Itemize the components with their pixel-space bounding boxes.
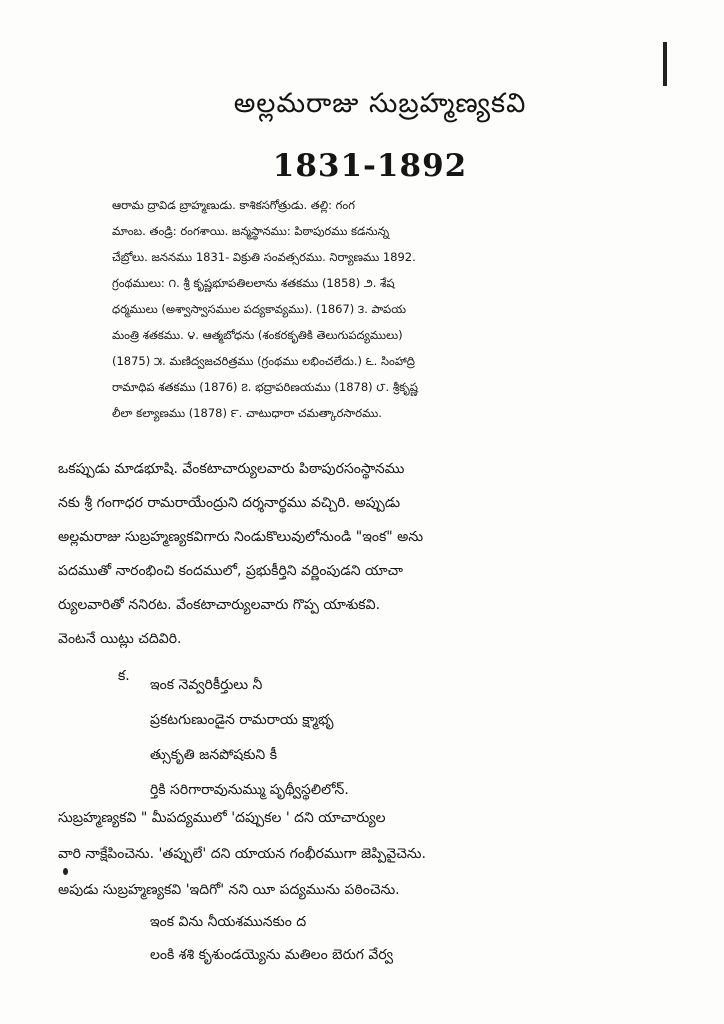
bio-line: మాంబ. తండ్రి: రంగశాయి. జన్మస్థానము: పిఠాపురము కడనున్న [112,224,390,238]
verse-meter-label: క. [118,668,130,684]
bio-line: గ్రంథములు: ౧. శ్రీ కృష్ణభూపతిలలాను శతకము (1858) ౨. శేష [112,276,395,290]
bio-line: ఆరామ ద్రావిడ బ్రాహ్మణుడు. కాశికసగోత్రుడు. తల్లి: గంగ [112,198,355,212]
bio-line: లీలా కల్యాణము (1878) ౯. చాటుధారా చమత్కారసారము. [112,406,382,420]
verse-line: లంకి శశి కృశుండయ్యెను మతిలం బెరుగ వేర్వ [150,947,394,963]
paragraph-anecdote [58,452,678,656]
paragraph-line: ఒకప్పుడు మాడభూషి. వేంకటాచార్యులవారు పిఠాపురసంస్థానము [58,461,405,477]
verse-line: ఇంక నెవ్వరికీర్తులు నీ [150,677,263,693]
paragraph-line: పదముతో నారంభించి కందములో, ప్రభుకీర్తిని వర్ణింపుడని యాచా [58,563,403,579]
paragraph-line: ర్యులవారితో ననిరట. వేంకటాచార్యులవారు గొప్ప యాశుకవి. [58,597,381,613]
bio-line: ధర్మములు (అశ్వాస్వాసముల పద్యకావ్యము). (1867) ౩. పాపయ [112,302,406,316]
verse-line: త్సుకృతి జనపోషకుని కీ [150,747,278,763]
verse-line: ఇంక విను నీయశమునకుం ద [150,914,307,930]
bio-line: చేబ్రోలు. జననము 1831- విక్రుతి సంవత్సరము. నిర్యాణము 1892. [112,250,416,264]
verse-line: ప్రకటగుణుండైన రామరాయ క్ష్మాభృ [150,712,334,728]
bio-line: మంత్రి శతకము. ౪. ఆత్మబోధను (శంకరకృతికి తెలుగుపద్యములు) [112,328,403,342]
paragraph-line: నకు శ్రీ గంగాధర రామరాయేంద్రుని దర్శనార్థము వచ్చిరి. అప్పుడు [58,495,401,511]
bio-block [112,192,602,426]
bio-line: (1875) ౫. మణిద్వజచరిత్రము (గ్రంథము లభించలేదు.) ౬. సింహాద్రి [112,354,415,368]
verse-kandam [150,668,600,808]
paragraph-line: వెంటనే యిట్లు చదివిరి. [58,631,182,647]
paragraph-line: వారి నాక్షేపించెను. 'తప్పులే' దని యాయన గంభీరముగా జెప్పివైచెను. [58,846,426,862]
verse-line: ర్తికి సరిగారావునుమ్ము పృథ్వీస్థలిలోన్. [150,782,349,798]
page-title: అల్లమరాజు సుబ్రహ్మణ్యకవి [233,88,527,119]
verse-reply [150,906,600,972]
paragraph-line: అపుడు సుబ్రహ్మణ్యకవి 'ఇదిగో' నని యీ పద్యమును పఠించెను. [58,882,400,898]
life-years: 1831-1892 [272,148,468,184]
paragraph-line: అల్లమరాజు సుబ్రహ్మణ్యకవిగారు నిండుకొలువులోనుండి "ఇంక" అను [58,529,424,545]
paragraph-line: సుబ్రహ్మణ్యకవి " మీపద్యములో 'దప్పుకల ' దని యాచార్యుల [58,810,386,826]
bio-line: రామాధిప శతకము (1876) ౭. భద్రాపరిణయము (1878) ౮. శ్రీకృష్ణ [112,380,418,394]
margin-mark [663,42,667,86]
paragraph-objection [58,800,698,908]
